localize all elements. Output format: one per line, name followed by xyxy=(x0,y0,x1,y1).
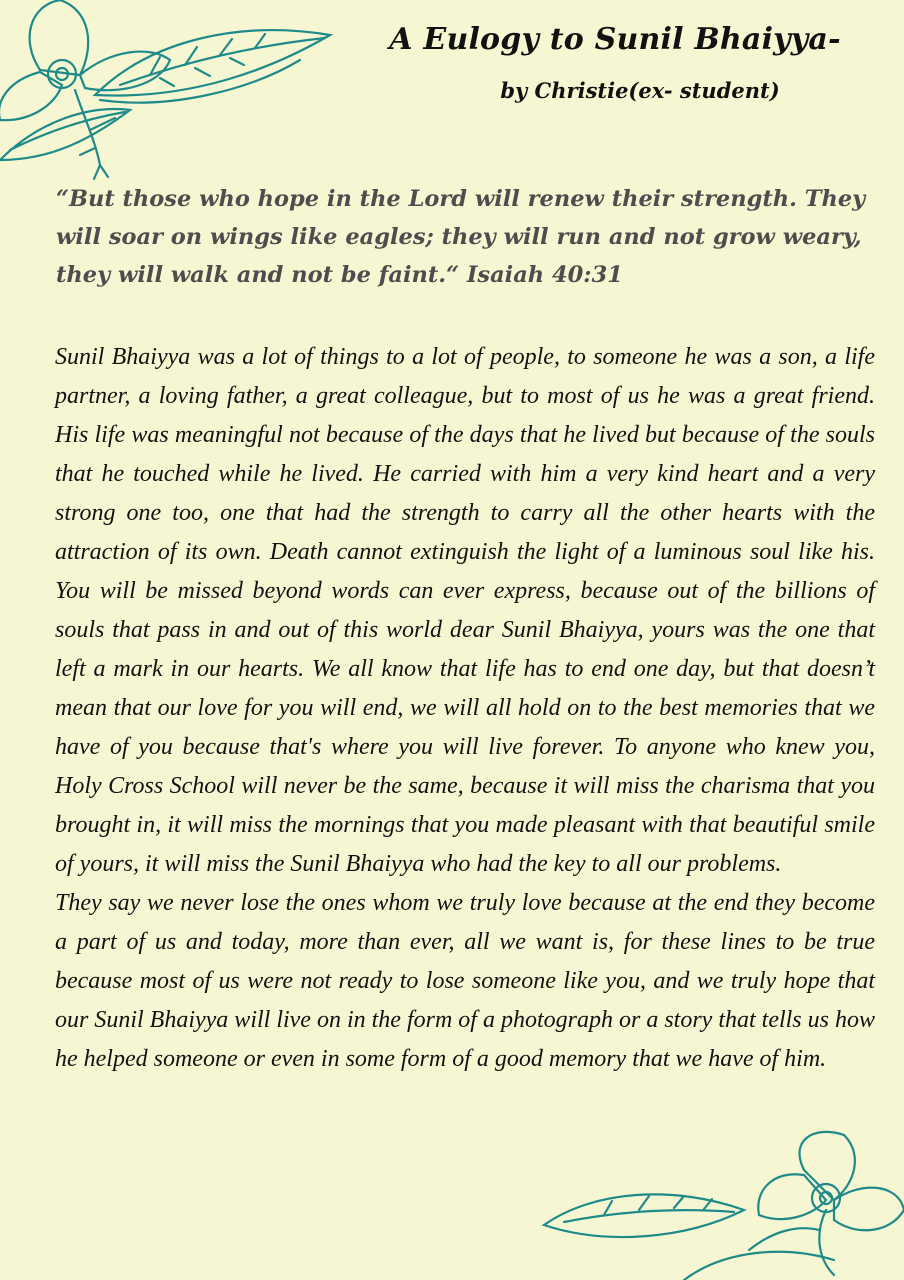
page-title: A Eulogy to Sunil Bhaiyya- xyxy=(389,22,841,57)
eulogy-body xyxy=(55,338,875,1079)
eulogy-paragraph: They say we never lose the ones whom we truly love because at the end they become a part of us and today, more than ever, all we want is, for these lines to be true because most of us were not ready to lose someone like you, and we truly hope that our Sunil Bhaiyya will live on in the form of a photograph or a story that tells us how he helped someone or even in some form of a good memory that we have of him. xyxy=(55,890,875,1072)
floral-top-left-icon xyxy=(0,0,360,190)
bible-verse-quote: “But those who hope in the Lord will renew their strength. They will soar on wings like eagles; they will run and not grow weary, they will walk and not be faint.“ Isaiah 40:31 xyxy=(56,186,866,288)
eulogy-paragraph: Sunil Bhaiyya was a lot of things to a lot of people, to someone he was a son, a life partner, a loving father, a great colleague, but to most of us he was a great friend. His life was meaningful not because of the days that he lived but because of the souls that he touched while he lived. He carried with him a very kind heart and a very strong one too, one that had the strength to carry all the other hearts with the attraction of its own. Death cannot extinguish the light of a luminous soul like his. You will be missed beyond words can ever express, because out of the billions of souls that pass in and out of this world dear Sunil Bhaiyya, yours was the one that left a mark in our hearts. We all know that life has to end one day, but that doesn’t mean that our love for you will end, we will all hold on to the best memories that we have of you because that's where you will live forever. To anyone who knew you, Holy Cross School will never be the same, because it will miss the charisma that you brought in, it will miss the mornings that you made pleasant with that beautiful smile of yours, it will miss the Sunil Bhaiyya who had the key to all our problems. xyxy=(55,344,875,877)
author-byline: by Christie(ex- student) xyxy=(500,78,780,103)
floral-bottom-right-icon xyxy=(534,1130,904,1280)
